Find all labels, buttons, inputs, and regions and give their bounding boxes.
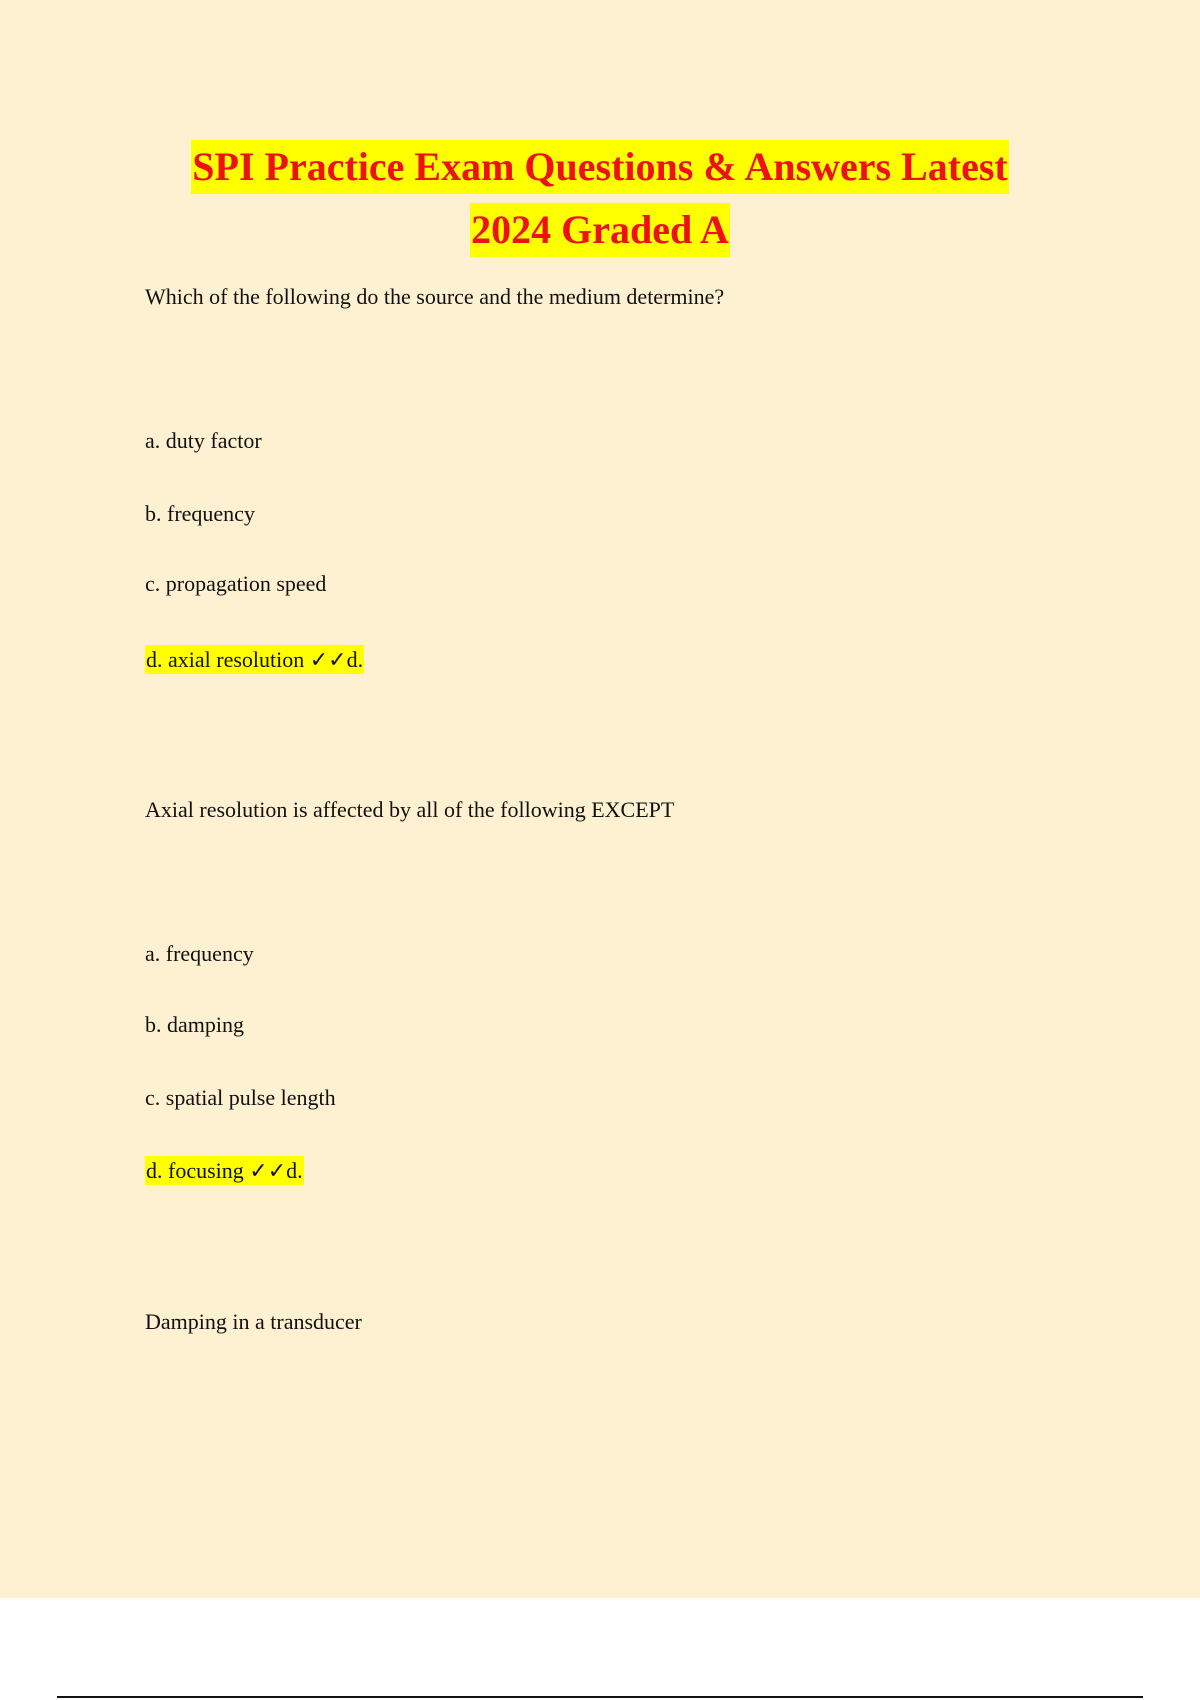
question-2-option-b: b. damping	[145, 1012, 244, 1037]
footer-divider	[57, 1696, 1143, 1698]
question-1-answer-highlight: d. axial resolution ✓✓d.	[146, 647, 364, 672]
question-2-option-c: c. spatial pulse length	[145, 1085, 336, 1110]
question-3-text: Damping in a transducer	[145, 1309, 362, 1334]
document-title	[0, 140, 1200, 266]
question-2-text: Axial resolution is affected by all of the following EXCEPT	[145, 797, 675, 822]
question-1-option-c: c. propagation speed	[145, 571, 327, 596]
question-2-answer-highlight: d. focusing ✓✓d.	[146, 1158, 303, 1183]
title-line-1: SPI Practice Exam Questions & Answers Latest	[191, 140, 1008, 194]
question-1-text: Which of the following do the source and the medium determine?	[145, 284, 725, 309]
question-1-option-a: a. duty factor	[145, 428, 262, 453]
question-2-option-a: a. frequency	[145, 941, 254, 966]
question-1-option-b: b. frequency	[145, 501, 255, 526]
title-line-2: 2024 Graded A	[470, 203, 730, 257]
question-2-answer	[145, 1157, 304, 1185]
question-1-answer	[145, 646, 364, 674]
